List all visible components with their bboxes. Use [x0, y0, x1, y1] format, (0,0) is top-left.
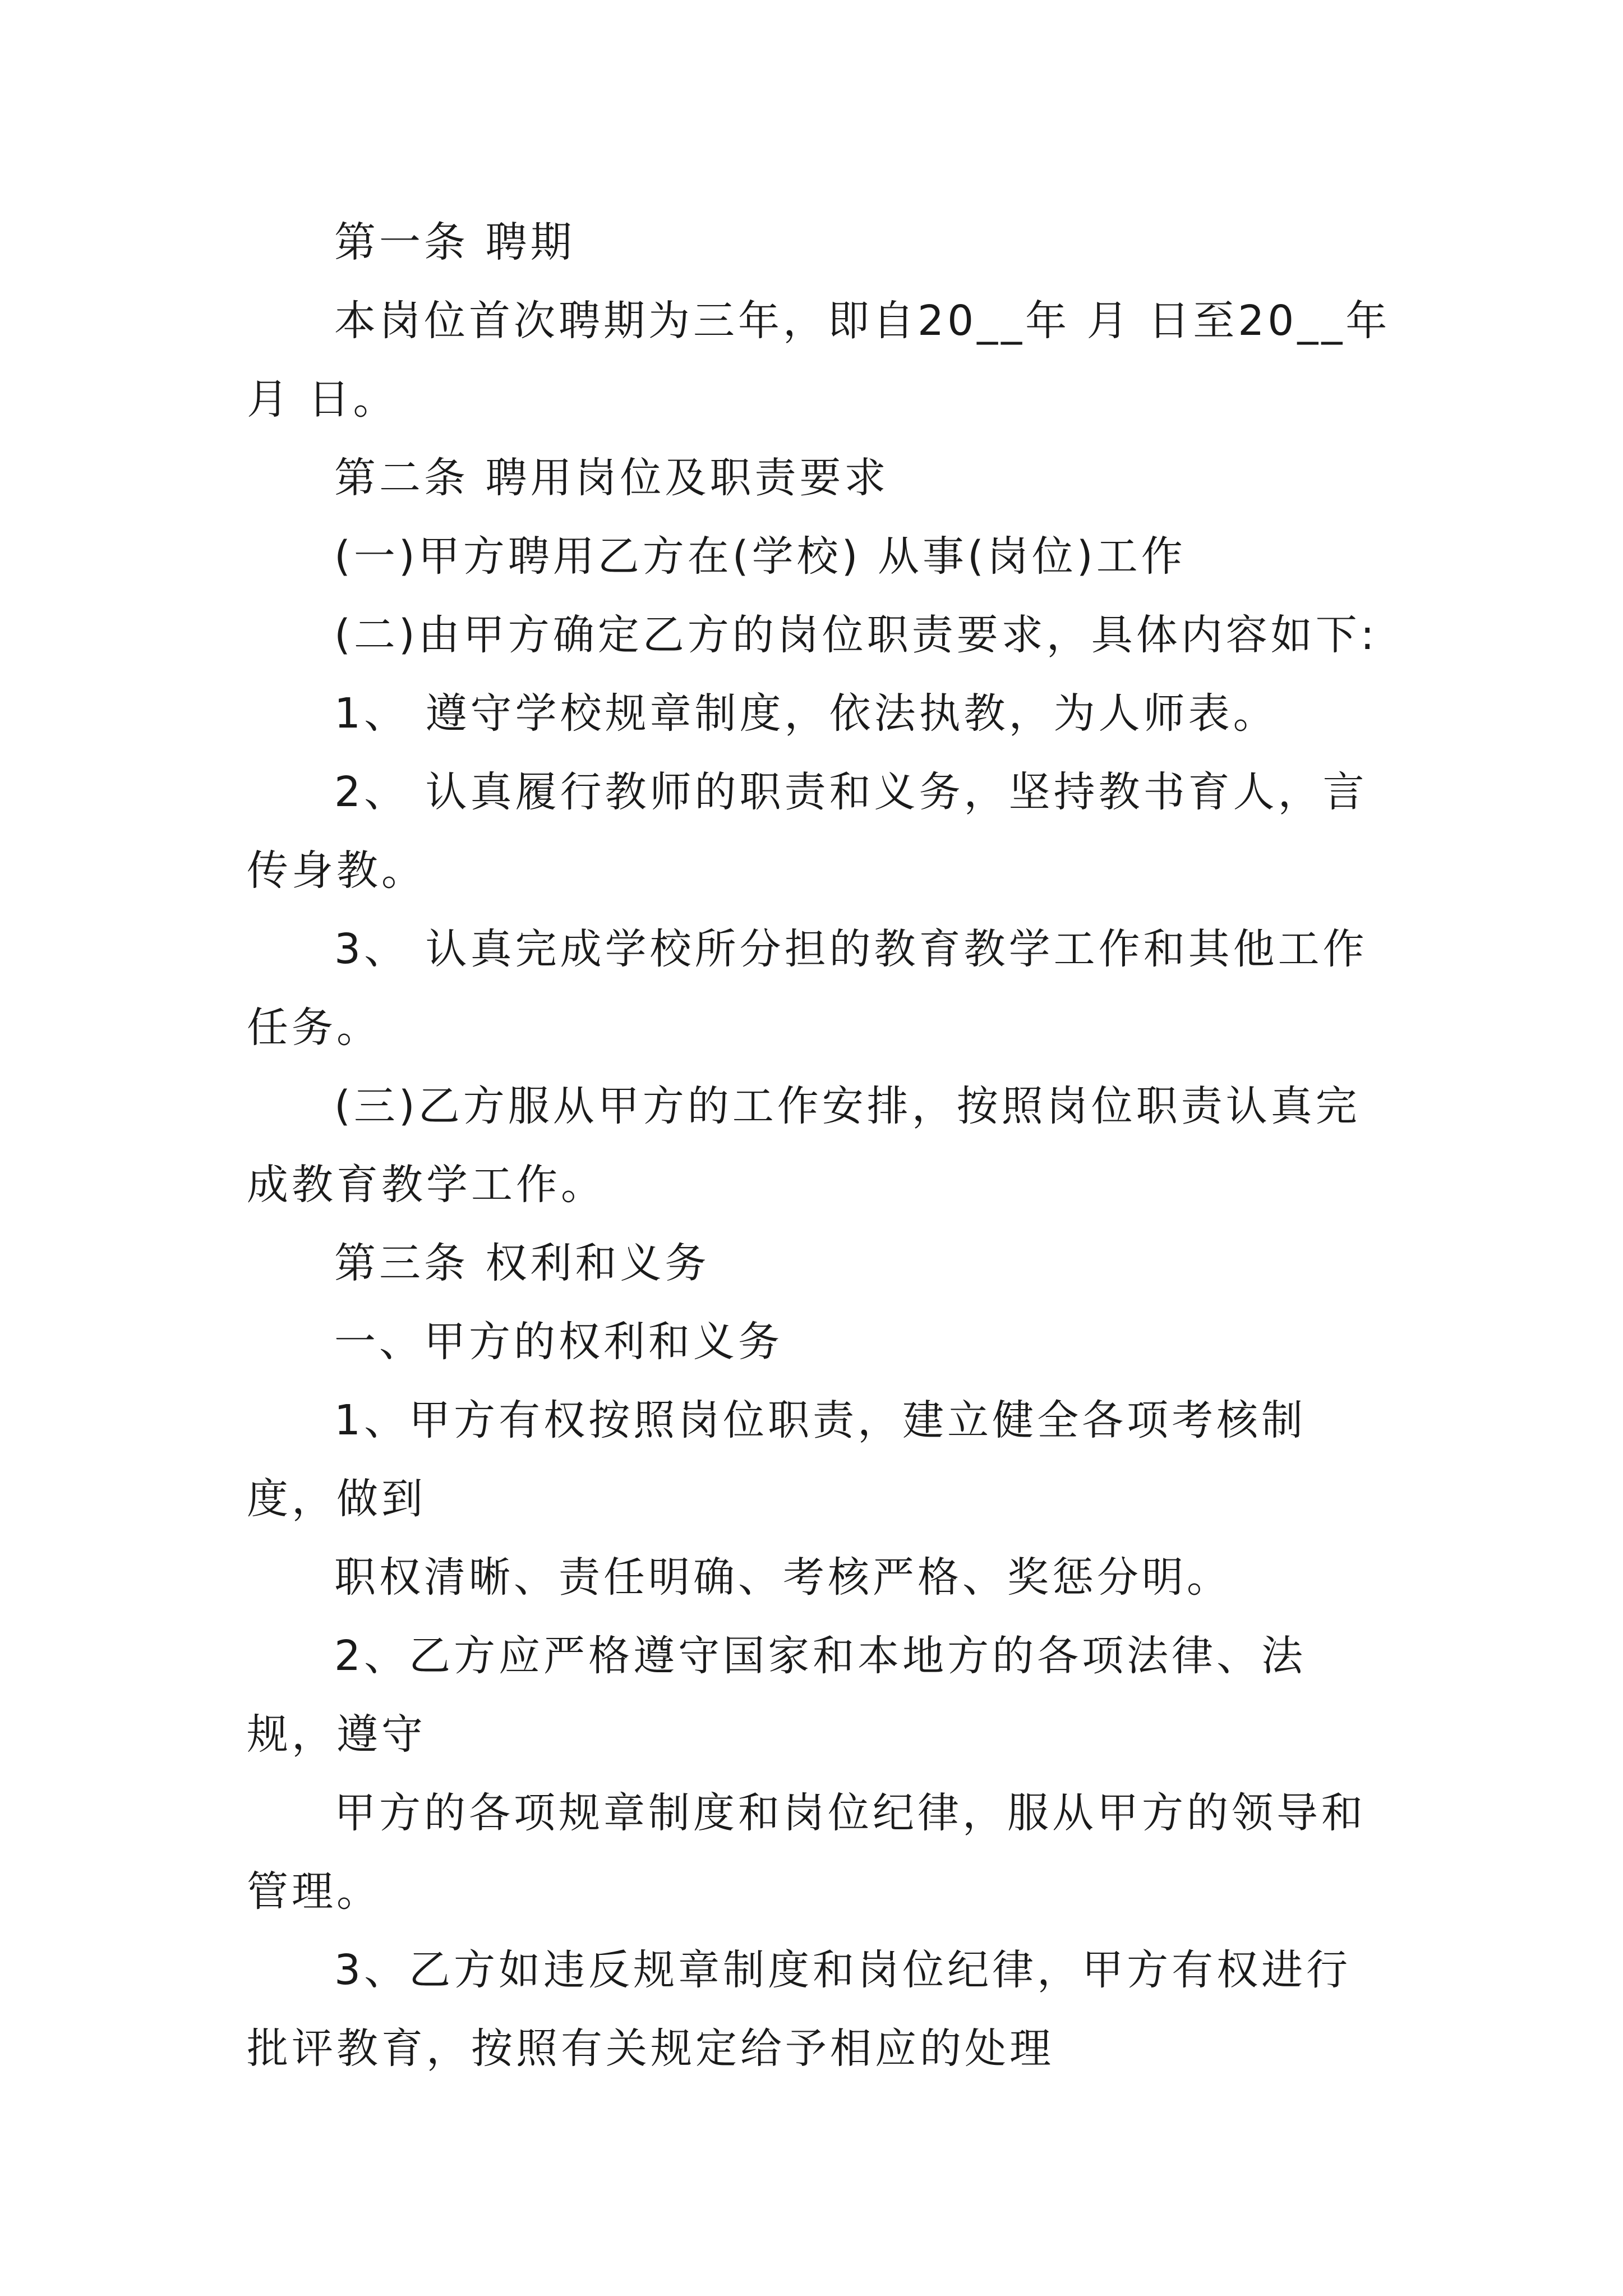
- rights-item-3: 3、乙方如违反规章制度和岗位纪律，甲方有权进行批评教育，按照有关规定给予相应的处理: [247, 1946, 1352, 2073]
- article-1-heading: 第一条 聘期: [334, 218, 575, 266]
- duty-item-1: 1、 遵守学校规章制度，依法执教，为人师表。: [334, 689, 1278, 738]
- duty-item-3: 3、 认真完成学校所分担的教育教学工作和其他工作任务。: [247, 925, 1368, 1052]
- clause-2-2: (二)由甲方确定乙方的岗位职责要求，具体内容如下:: [334, 611, 1378, 659]
- document-body: [247, 203, 1391, 2088]
- party-a-rights-heading: 一、甲方的权利和义务: [334, 1318, 783, 1366]
- term-period-paragraph: 本岗位首次聘期为三年，即自20__年 月 日至20__年月 日。: [247, 297, 1391, 424]
- duty-item-2: 2、 认真履行教师的职责和义务，坚持教书育人，言传身教。: [247, 768, 1368, 895]
- rights-item-2: 2、乙方应严格遵守国家和本地方的各项法律、法规，遵守: [247, 1632, 1307, 1759]
- clause-2-1: (一)甲方聘用乙方在(学校) 从事(岗位)工作: [334, 532, 1186, 581]
- article-3-heading: 第三条 权利和义务: [334, 1239, 710, 1287]
- rights-item-1-continued: 职权清晰、责任明确、考核严格、奖惩分明。: [334, 1553, 1232, 1602]
- article-2-heading: 第二条 聘用岗位及职责要求: [334, 454, 889, 502]
- clause-2-3: (三)乙方服从甲方的工作安排，按照岗位职责认真完成教育教学工作。: [247, 1082, 1361, 1209]
- rights-item-2-continued: 甲方的各项规章制度和岗位纪律，服从甲方的领导和管理。: [247, 1789, 1366, 1916]
- rights-item-1: 1、甲方有权按照岗位职责，建立健全各项考核制度，做到: [247, 1396, 1307, 1523]
